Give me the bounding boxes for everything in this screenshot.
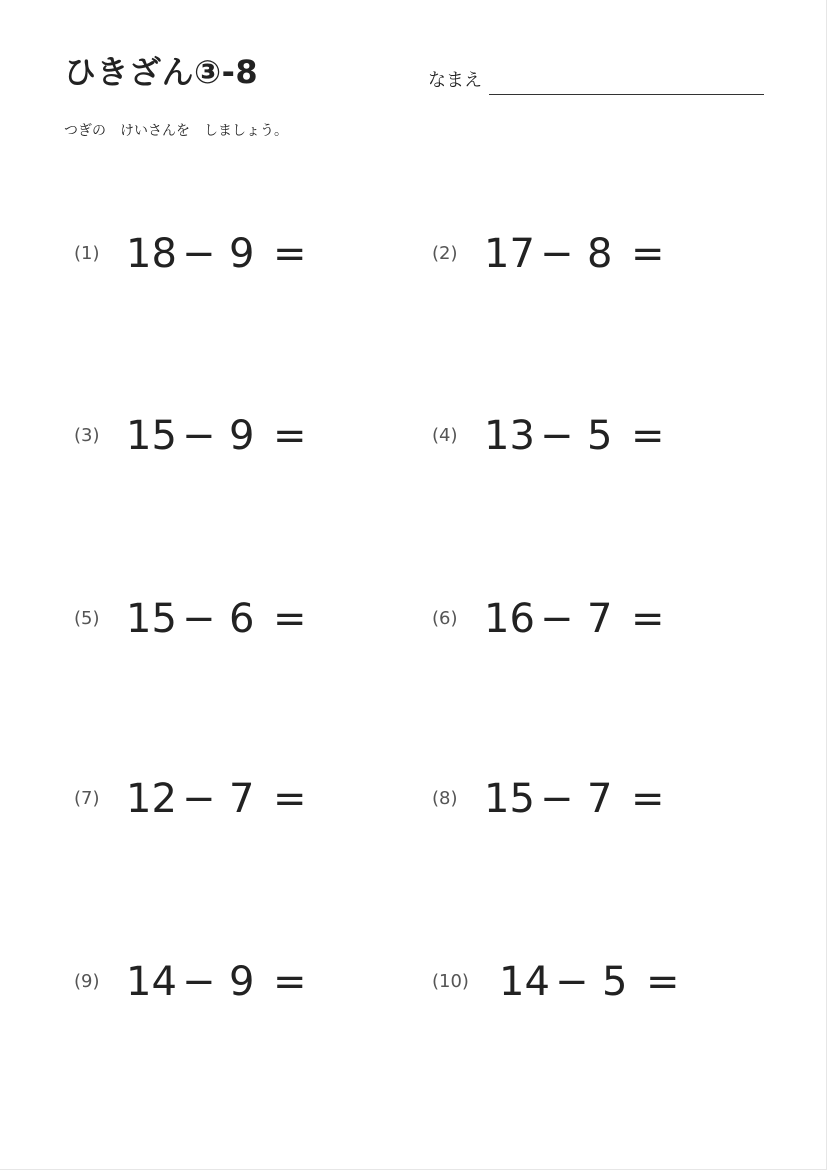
minus-sign: − <box>182 596 216 642</box>
problem-2 <box>432 224 692 284</box>
problem-number: (10) <box>432 971 469 992</box>
subtrahend: 7 <box>229 776 255 822</box>
minuend: 18 <box>126 231 177 277</box>
problem-number: (2) <box>432 243 458 264</box>
problem-3 <box>74 406 334 466</box>
minus-sign: − <box>182 231 216 277</box>
problem-number: (6) <box>432 608 458 629</box>
minuend: 15 <box>484 776 535 822</box>
equals-sign: = <box>273 413 307 459</box>
minuend: 14 <box>499 959 550 1005</box>
equals-sign: = <box>631 596 665 642</box>
problem-number: (5) <box>74 608 100 629</box>
minus-sign: − <box>540 776 574 822</box>
equals-sign: = <box>273 596 307 642</box>
page-title: ひきざん③-8 <box>64 53 259 91</box>
name-label: なまえ <box>428 70 482 91</box>
problem-7 <box>74 769 334 829</box>
equals-sign: = <box>631 776 665 822</box>
subtrahend: 7 <box>587 776 613 822</box>
name-entry-line[interactable] <box>489 94 764 95</box>
subtrahend: 9 <box>229 413 255 459</box>
minus-sign: − <box>182 413 216 459</box>
problem-10 <box>432 952 712 1012</box>
subtrahend: 8 <box>587 231 613 277</box>
equals-sign: = <box>273 959 307 1005</box>
minus-sign: − <box>540 231 574 277</box>
minus-sign: − <box>540 596 574 642</box>
minus-sign: − <box>182 776 216 822</box>
subtrahend: 7 <box>587 596 613 642</box>
problem-8 <box>432 769 692 829</box>
subtrahend: 9 <box>229 231 255 277</box>
subtrahend: 5 <box>602 959 628 1005</box>
problem-number: (8) <box>432 788 458 809</box>
problem-1 <box>74 224 334 284</box>
minus-sign: − <box>540 413 574 459</box>
problem-9 <box>74 952 334 1012</box>
equals-sign: = <box>631 231 665 277</box>
minus-sign: − <box>182 959 216 1005</box>
equals-sign: = <box>631 413 665 459</box>
problem-number: (3) <box>74 425 100 446</box>
instruction-text: つぎの けいさんを しましょう。 <box>64 123 288 139</box>
equals-sign: = <box>273 776 307 822</box>
subtrahend: 6 <box>229 596 255 642</box>
minus-sign: − <box>555 959 589 1005</box>
problem-4 <box>432 406 692 466</box>
problem-5 <box>74 589 334 649</box>
problem-number: (1) <box>74 243 100 264</box>
subtrahend: 5 <box>587 413 613 459</box>
minuend: 13 <box>484 413 535 459</box>
minuend: 15 <box>126 413 177 459</box>
minuend: 17 <box>484 231 535 277</box>
problem-number: (9) <box>74 971 100 992</box>
problem-number: (7) <box>74 788 100 809</box>
equals-sign: = <box>646 959 680 1005</box>
equals-sign: = <box>273 231 307 277</box>
minuend: 15 <box>126 596 177 642</box>
problem-6 <box>432 589 692 649</box>
minuend: 16 <box>484 596 535 642</box>
minuend: 14 <box>126 959 177 1005</box>
subtrahend: 9 <box>229 959 255 1005</box>
minuend: 12 <box>126 776 177 822</box>
problem-number: (4) <box>432 425 458 446</box>
